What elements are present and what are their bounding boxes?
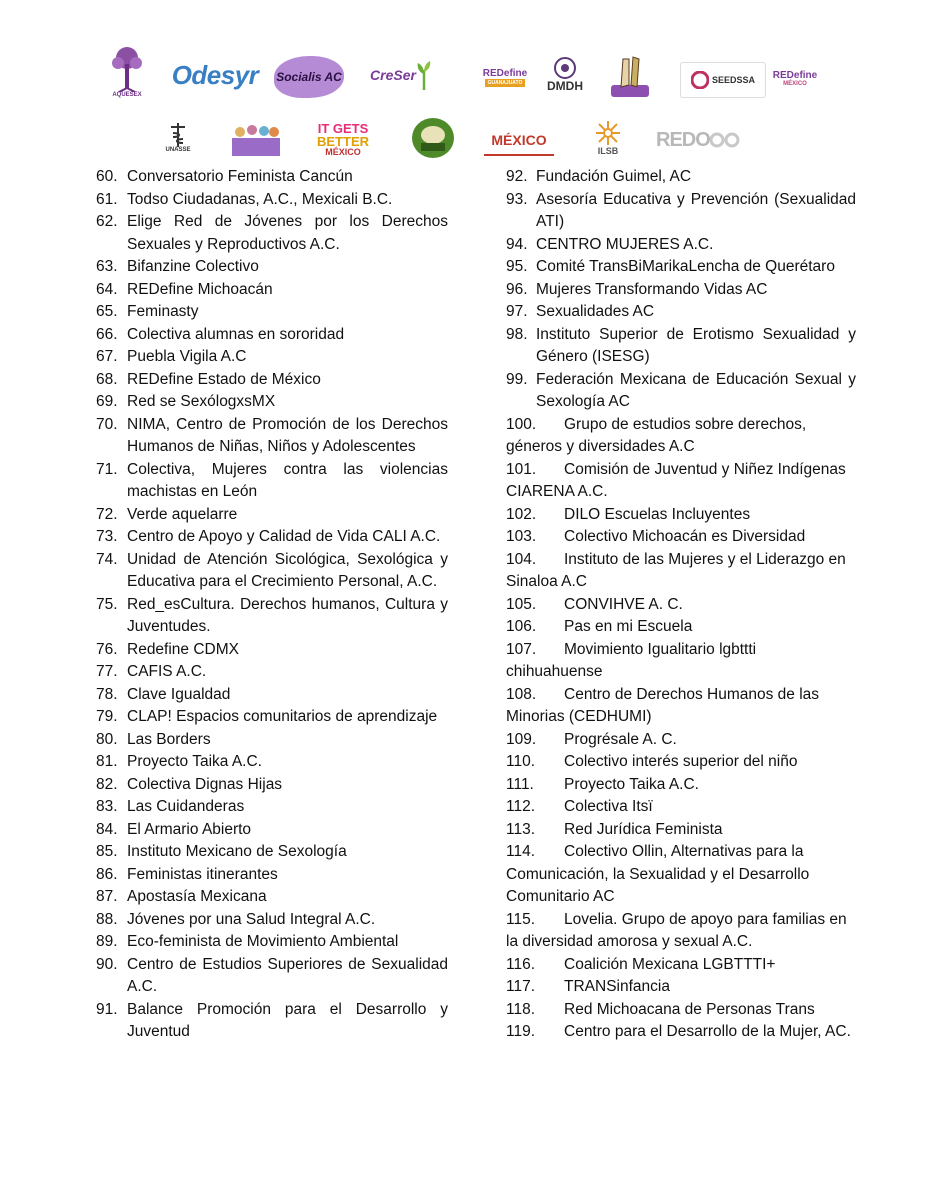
sunburst-icon: [595, 120, 621, 146]
item-number: 73.: [96, 528, 118, 545]
item-number: 86.: [96, 865, 118, 883]
item-number: 108.: [506, 685, 537, 703]
list-item: [96, 301, 448, 324]
item-number: 112.: [506, 798, 536, 815]
list-item: [506, 1021, 856, 1044]
list-item: [96, 369, 448, 392]
item-number: 110.: [506, 753, 536, 770]
organization-name: Instituto Superior de Erotismo Sexualidad y Género (ISESG): [536, 325, 856, 365]
ilsb-logo: ILSB: [588, 116, 628, 160]
list-item: [506, 684, 856, 729]
organization-name: Red Jurídica Feminista: [564, 820, 723, 838]
list-item: [506, 796, 856, 819]
list-item: [506, 504, 856, 527]
item-number: 84.: [96, 820, 118, 838]
creser-logo: CreSer: [368, 52, 434, 98]
item-number: 76.: [96, 640, 118, 658]
item-number: 102.: [506, 505, 537, 523]
unase-logo: UNASSE: [158, 118, 198, 158]
organization-name: Red Michoacana de Personas Trans: [564, 1000, 815, 1018]
item-number: 87.: [96, 888, 118, 905]
green-emblem-logo: [410, 116, 456, 160]
item-number: 81.: [96, 753, 118, 770]
list-item: [506, 459, 856, 504]
organization-name: Feministas itinerantes: [127, 865, 278, 883]
item-number: 106.: [506, 618, 537, 635]
organization-name: Movimiento Igualitario lgbttti chihuahuense: [506, 640, 757, 680]
item-number: 114.: [506, 843, 536, 860]
list-item: [96, 999, 448, 1044]
organization-name: Balance Promoción para el Desarrollo y Juventud: [127, 1000, 448, 1040]
organization-name: Sexualidades AC: [536, 303, 655, 320]
item-number: 100.: [506, 415, 537, 433]
item-number: 61.: [96, 190, 118, 208]
organization-name: CAFIS A.C.: [127, 663, 207, 680]
item-number: 107.: [506, 640, 537, 658]
list-item: [96, 211, 448, 256]
item-number: 113.: [506, 820, 536, 838]
socialis-logo: Socialis AC: [274, 56, 344, 98]
item-number: 69.: [96, 393, 118, 410]
list-item: [96, 954, 448, 999]
organization-name: Pas en mi Escuela: [564, 618, 693, 635]
organization-name: Colectiva alumnas en sororidad: [127, 325, 345, 343]
redefine-mexico-logo: REDefine MÉXICO: [772, 69, 818, 87]
organization-name: TRANSinfancia: [564, 978, 670, 995]
organization-name: Bifanzine Colectivo: [127, 258, 259, 275]
item-number: 67.: [96, 348, 118, 365]
organization-name: Federación Mexicana de Educación Sexual y Sexología AC: [536, 370, 856, 410]
organizations-list-left: [96, 166, 448, 1044]
list-item: [96, 796, 448, 819]
organization-name: Colectivo interés superior del niño: [564, 753, 798, 770]
flower-icon: [554, 57, 576, 79]
organization-name: REDefine Estado de México: [127, 370, 321, 388]
raised-hands-icon: [607, 49, 653, 101]
list-item: [506, 909, 856, 954]
list-item: [96, 526, 448, 549]
item-number: 119.: [506, 1023, 536, 1040]
item-number: 95.: [506, 258, 528, 275]
item-number: 60.: [96, 168, 118, 185]
item-number: 85.: [96, 843, 118, 860]
redefine-guanajuato-logo: REDefine GUANAJUATO: [482, 67, 528, 86]
organization-name: Colectivo Ollin, Alternativas para la Comunicación, la Sexualidad y el Desarrollo Comunitario AC: [506, 843, 810, 905]
item-number: 71.: [96, 460, 118, 478]
organization-name: Instituto de las Mujeres y el Liderazgo en Sinaloa A.C: [506, 550, 846, 590]
organization-name: El Armario Abierto: [127, 820, 252, 838]
list-item: [96, 909, 448, 932]
dmdh-logo: DMDH: [540, 48, 590, 102]
item-number: 91.: [96, 1000, 118, 1018]
item-number: 80.: [96, 730, 118, 748]
list-item: [506, 639, 856, 684]
caduceus-icon: [167, 123, 189, 147]
list-item: [96, 639, 448, 662]
organization-name: Feminasty: [127, 303, 199, 320]
item-number: 75.: [96, 595, 118, 613]
organization-name: Centro de Apoyo y Calidad de Vida CALI A.C.: [127, 528, 441, 545]
circles-icon: [710, 131, 744, 149]
item-number: 105.: [506, 595, 537, 613]
organization-name: Unidad de Atención Sicológica, Sexológica y Educativa para el Crecimiento Personal, A.C.: [127, 550, 448, 590]
list-item: [96, 166, 448, 189]
organization-name: CLAP! Espacios comunitarios de aprendizaje: [127, 708, 438, 725]
organization-name: Grupo de estudios sobre derechos, géneros y diversidades A.C: [506, 415, 807, 455]
list-item: [96, 504, 448, 527]
organization-name: Todso Ciudadanas, A.C., Mexicali B.C.: [127, 190, 393, 208]
list-item: [506, 526, 856, 549]
organization-name: Colectiva Dignas Hijas: [127, 775, 283, 793]
item-number: 118.: [506, 1000, 536, 1018]
list-item: [506, 774, 856, 797]
item-number: 83.: [96, 798, 118, 815]
item-number: 63.: [96, 258, 118, 275]
list-item: [506, 751, 856, 774]
item-number: 68.: [96, 370, 118, 388]
people-icon: [232, 120, 280, 156]
aquesex-logo: AQUESEX: [106, 42, 148, 102]
list-item: [506, 729, 856, 752]
organization-name: Fundación Guimel, AC: [536, 168, 692, 185]
list-item: [506, 819, 856, 842]
item-number: 101.: [506, 460, 537, 478]
organization-name: Colectiva Itsï: [564, 798, 653, 815]
list-item: [96, 279, 448, 302]
organization-name: Elige Red de Jóvenes por los Derechos Sexuales y Reproductivos A.C.: [127, 213, 448, 253]
list-item: [96, 549, 448, 594]
list-item: [96, 414, 448, 459]
hands-logo: [606, 48, 654, 102]
item-number: 96.: [506, 280, 528, 298]
item-number: 77.: [96, 663, 118, 680]
list-item: [96, 661, 448, 684]
organization-name: Las Cuidanderas: [127, 798, 245, 815]
seedssa-logo: SEEDSSA: [680, 62, 766, 98]
list-item: [96, 751, 448, 774]
organization-name: Puebla Vigila A.C: [127, 348, 247, 365]
list-item: [506, 369, 856, 414]
item-number: 116.: [506, 955, 536, 973]
organization-name: Red se SexólogxsMX: [127, 393, 276, 410]
organization-name: Apostasía Mexicana: [127, 888, 267, 905]
it-gets-better-logo: IT GETS BETTER MÉXICO: [317, 120, 369, 157]
list-item: [506, 414, 856, 459]
e-icon: [691, 71, 709, 89]
organization-name: Coalición Mexicana LGBTTTI+: [564, 955, 776, 973]
item-number: 94.: [506, 235, 528, 253]
item-number: 82.: [96, 775, 118, 793]
organization-name: REDefine Michoacán: [127, 280, 273, 298]
list-item: [506, 841, 856, 909]
redoc-logo: REDO: [656, 124, 756, 156]
item-number: 104.: [506, 550, 537, 568]
organization-name: CONVIHVE A. C.: [564, 595, 683, 613]
item-number: 62.: [96, 213, 118, 230]
item-number: 109.: [506, 730, 537, 748]
organization-name: Mujeres Transformando Vidas AC: [536, 280, 768, 298]
organization-name: Colectiva, Mujeres contra las violencias machistas en León: [127, 460, 448, 500]
organization-name: Comisión de Juventud y Niñez Indígenas CIARENA A.C.: [506, 460, 846, 500]
item-number: 97.: [506, 303, 528, 320]
list-item: [506, 324, 856, 369]
emblem-icon: [411, 117, 455, 159]
organization-name: Lovelia. Grupo de apoyo para familias en la diversidad amorosa y sexual A.C.: [506, 910, 847, 950]
item-number: 89.: [96, 933, 118, 950]
list-item: [96, 684, 448, 707]
list-item: [96, 256, 448, 279]
sprout-icon: [416, 60, 432, 90]
item-number: 92.: [506, 168, 528, 185]
odesyr-logo: Odesyr: [171, 59, 259, 90]
group-people-logo: [232, 120, 280, 156]
organization-name: Colectivo Michoacán es Diversidad: [564, 528, 806, 545]
list-item: [96, 931, 448, 954]
organization-name: Centro de Derechos Humanos de las Minorias (CEDHUMI): [506, 685, 820, 725]
list-item: [506, 189, 856, 234]
list-item: [96, 594, 448, 639]
list-item: [96, 729, 448, 752]
list-item: [96, 864, 448, 887]
item-number: 98.: [506, 325, 528, 343]
organization-name: Proyecto Taika A.C.: [564, 775, 699, 793]
list-item: [96, 189, 448, 212]
list-item: [506, 999, 856, 1022]
item-number: 111.: [506, 775, 534, 793]
list-item: [506, 954, 856, 977]
organization-name: Red_esCultura. Derechos humanos, Cultura y Juventudes.: [127, 595, 448, 635]
list-item: [506, 616, 856, 639]
list-item: [506, 279, 856, 302]
tree-icon: [109, 46, 145, 92]
organization-name: Jóvenes por una Salud Integral A.C.: [127, 910, 376, 928]
item-number: 64.: [96, 280, 118, 298]
list-item: [506, 234, 856, 257]
organization-name: Instituto Mexicano de Sexología: [127, 843, 347, 860]
organization-name: Verde aquelarre: [127, 505, 238, 523]
item-number: 103.: [506, 528, 537, 545]
item-number: 74.: [96, 550, 118, 568]
organization-name: Asesoría Educativa y Prevención (Sexualidad ATI): [536, 190, 856, 230]
item-number: 88.: [96, 910, 118, 928]
list-item: [96, 391, 448, 414]
list-item: [96, 774, 448, 797]
list-item: [506, 301, 856, 324]
organization-name: Eco-feminista de Movimiento Ambiental: [127, 933, 399, 950]
list-item: [506, 594, 856, 617]
organization-name: DILO Escuelas Incluyentes: [564, 505, 751, 523]
organization-name: CENTRO MUJERES A.C.: [536, 235, 714, 253]
item-number: 70.: [96, 415, 118, 433]
item-number: 99.: [506, 370, 528, 388]
organization-name: Centro para el Desarrollo de la Mujer, AC.: [564, 1023, 851, 1040]
organization-name: NIMA, Centro de Promoción de los Derechos Humanos de Niñas, Niños y Adolescentes: [127, 415, 448, 455]
item-number: 79.: [96, 708, 118, 725]
list-item: [506, 549, 856, 594]
list-item: [96, 324, 448, 347]
list-item: [506, 976, 856, 999]
organizations-list-right: [506, 166, 856, 1044]
list-item: [506, 166, 856, 189]
organization-name: Centro de Estudios Superiores de Sexualidad A.C.: [127, 955, 448, 995]
list-item: [506, 256, 856, 279]
item-number: 117.: [506, 978, 536, 995]
list-item: [96, 841, 448, 864]
item-number: 78.: [96, 685, 118, 703]
organization-name: Comité TransBiMarikaLencha de Querétaro: [536, 258, 835, 275]
organization-name: Las Borders: [127, 730, 211, 748]
item-number: 65.: [96, 303, 118, 320]
item-number: 93.: [506, 190, 528, 208]
logo-strip: [0, 0, 937, 165]
organization-name: Progrésale A. C.: [564, 730, 677, 748]
list-item: [96, 346, 448, 369]
list-item: [96, 459, 448, 504]
organization-name: Redefine CDMX: [127, 640, 239, 658]
organization-name: Conversatorio Feminista Cancún: [127, 168, 353, 185]
list-item: [96, 886, 448, 909]
organization-name: Proyecto Taika A.C.: [127, 753, 262, 770]
list-item: [96, 819, 448, 842]
item-number: 115.: [506, 910, 536, 928]
item-number: 72.: [96, 505, 118, 523]
mexico-logo: MÉXICO: [484, 126, 554, 156]
item-number: 66.: [96, 325, 118, 343]
item-number: 90.: [96, 955, 118, 973]
list-item: [96, 706, 448, 729]
organization-name: Clave Igualdad: [127, 685, 231, 703]
